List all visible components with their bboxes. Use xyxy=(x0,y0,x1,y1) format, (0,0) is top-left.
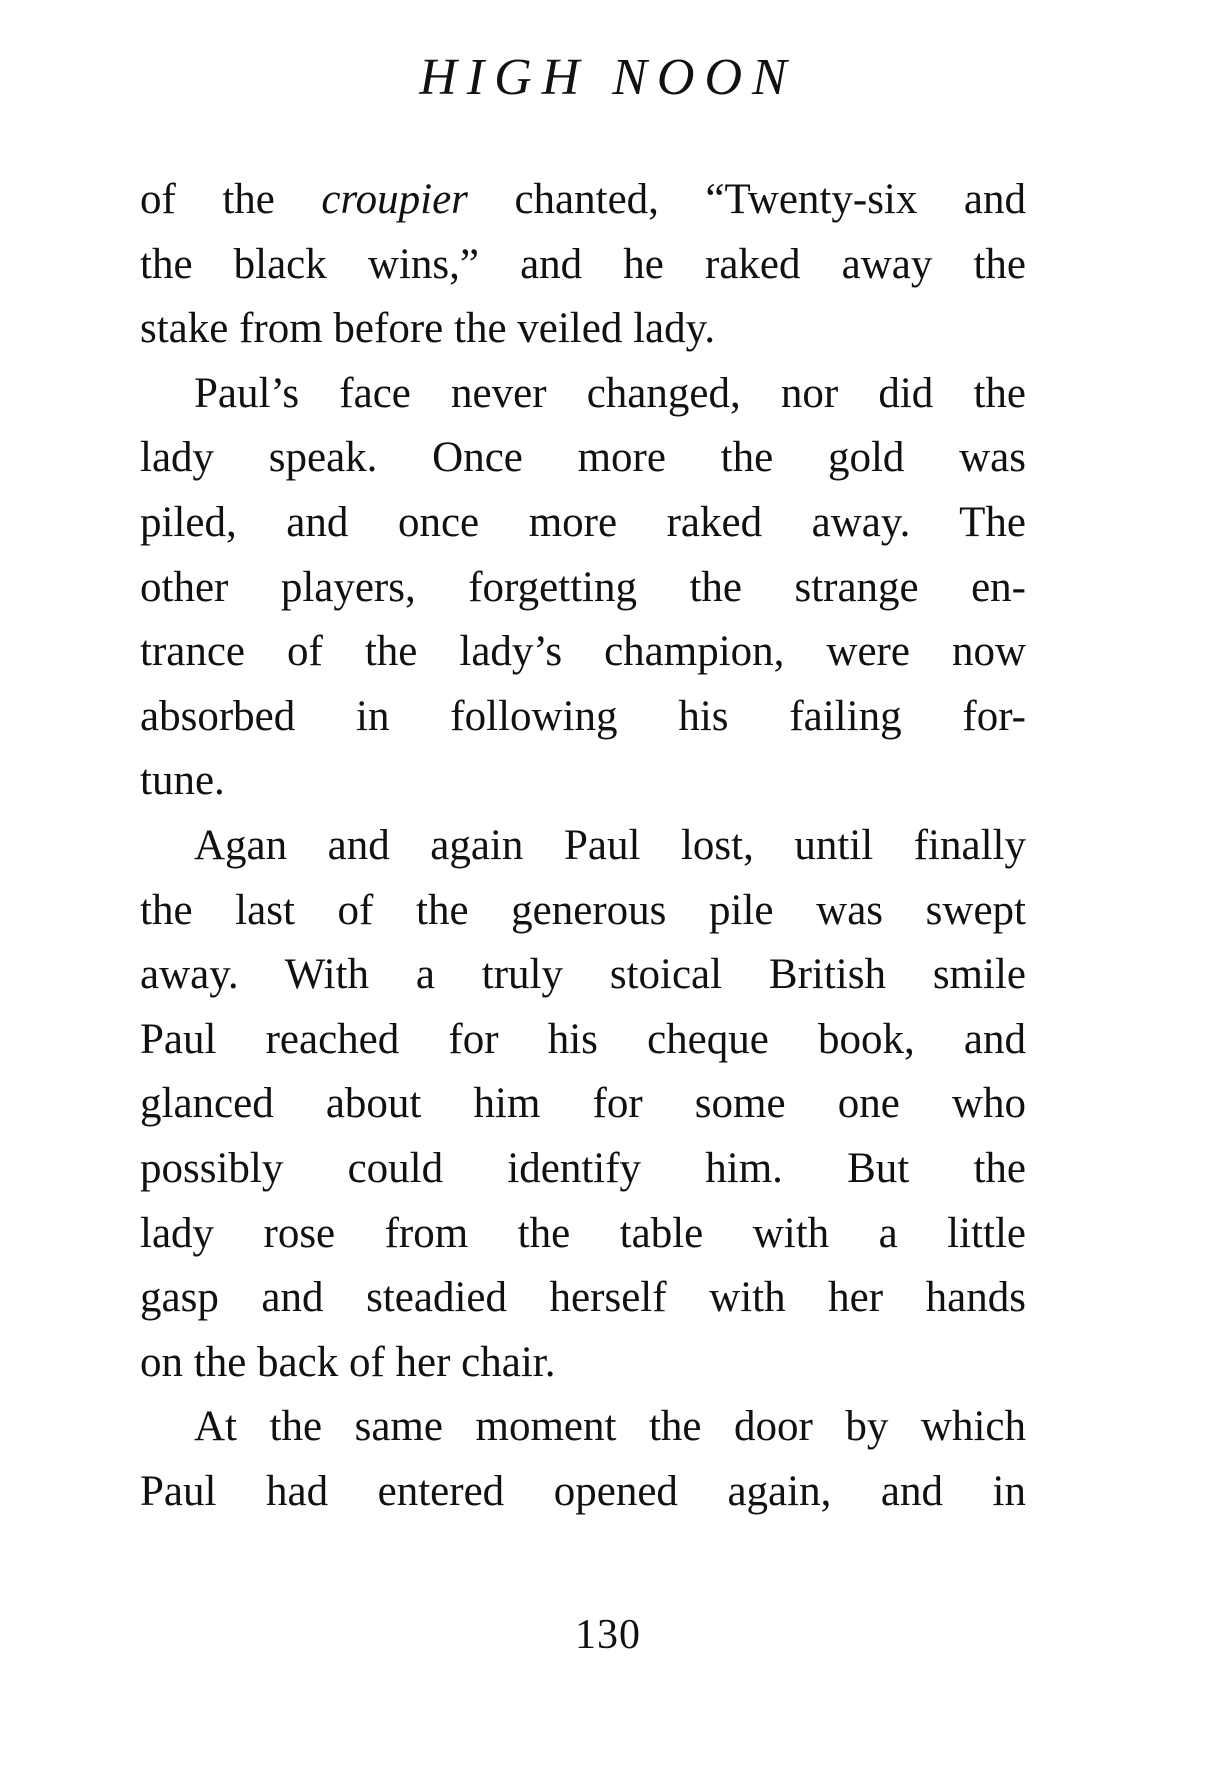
running-head: HIGH NOON xyxy=(419,49,797,106)
text-line: possibly could identify him. But the xyxy=(140,1144,1026,1192)
text-line: on the back of her chair. xyxy=(140,1338,556,1386)
text-line: Paul reached for his cheque book, and xyxy=(140,1015,1026,1063)
text-line: At the same moment the door by which xyxy=(194,1403,1026,1451)
text-line: glanced about him for some one who xyxy=(140,1080,1026,1128)
text-line: trance of the lady’s champion, were now xyxy=(140,628,1026,676)
italic-word: croupier xyxy=(321,176,468,223)
text-line: of the croupier chanted, “Twenty-six and xyxy=(140,176,1026,223)
text-line: the black wins,” and he raked away the xyxy=(140,240,1026,288)
text-line: lady speak. Once more the gold was xyxy=(140,434,1026,482)
paragraph xyxy=(140,1395,1026,1524)
body-text xyxy=(140,168,1026,1524)
paragraph xyxy=(140,814,1026,1395)
paragraph xyxy=(140,362,1026,814)
text-line: stake from before the veiled lady. xyxy=(140,305,716,353)
text-line: Agan and again Paul lost, until finally xyxy=(194,821,1026,869)
text-line: piled, and once more raked away. The xyxy=(140,498,1026,546)
paragraph xyxy=(140,168,1026,362)
text-line: Paul had entered opened again, and in xyxy=(140,1467,1026,1515)
text-line: absorbed in following his failing for- xyxy=(140,692,1026,740)
text-line: Paul’s face never changed, nor did the xyxy=(194,369,1026,417)
text-line: the last of the generous pile was swept xyxy=(140,886,1026,934)
text-line: away. With a truly stoical British smile xyxy=(140,951,1026,999)
text-line: tune. xyxy=(140,757,225,805)
text-line: gasp and steadied herself with her hands xyxy=(140,1274,1026,1322)
text-line: lady rose from the table with a little xyxy=(140,1209,1026,1257)
page-number: 130 xyxy=(575,1612,641,1658)
text-line: other players, forgetting the strange en- xyxy=(140,563,1026,611)
